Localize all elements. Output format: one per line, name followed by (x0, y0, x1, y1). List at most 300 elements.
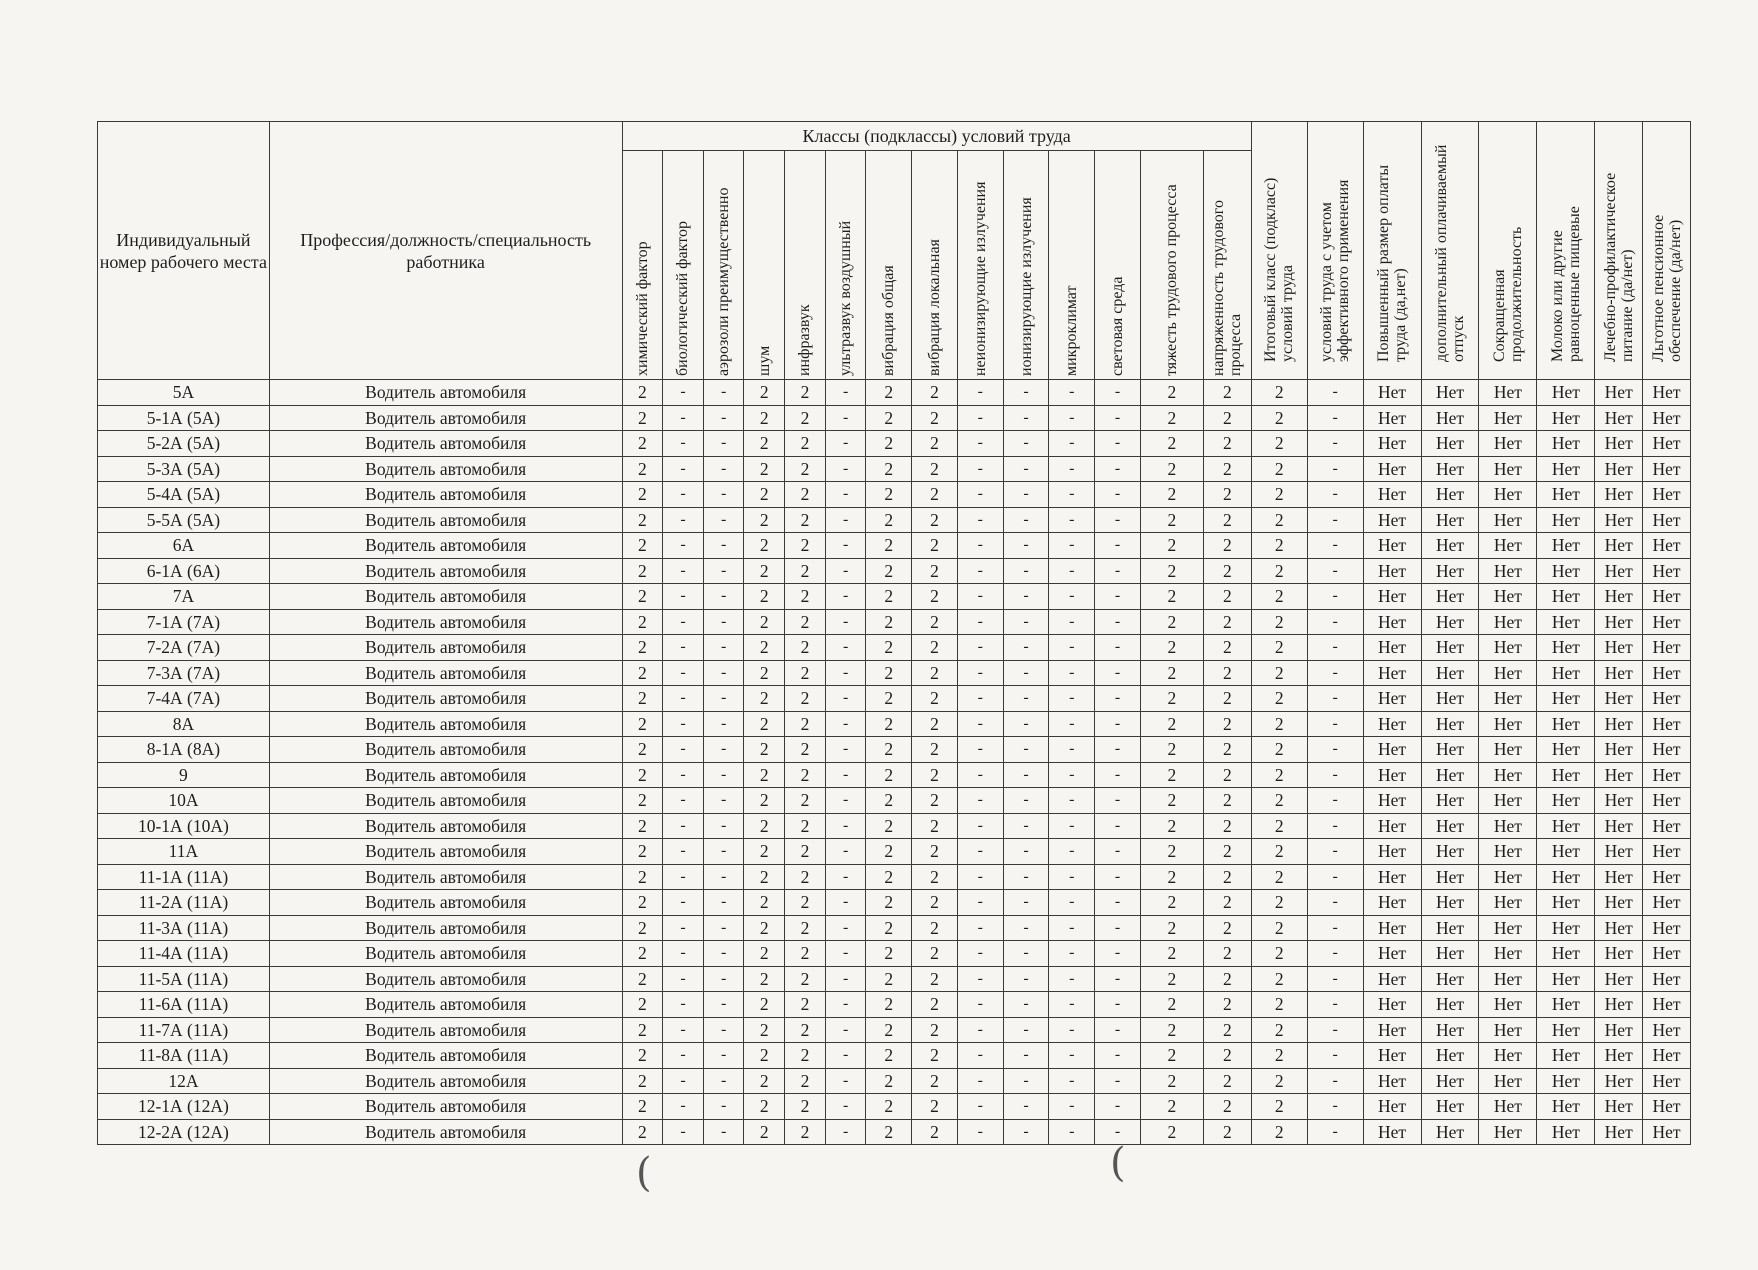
value-cell: - (825, 941, 866, 967)
value-cell: 2 (1203, 941, 1251, 967)
value-cell: Нет (1363, 584, 1421, 610)
signature-mark-right: ( (1110, 1140, 1126, 1186)
value-cell: Нет (1643, 737, 1691, 763)
value-cell: 2 (744, 584, 785, 610)
value-cell: 2 (785, 839, 826, 865)
value-cell: - (663, 839, 704, 865)
value-cell: - (1049, 711, 1095, 737)
value-cell: Нет (1595, 737, 1643, 763)
value-cell: - (1307, 966, 1363, 992)
value-cell: - (663, 431, 704, 457)
profession-cell: Водитель автомобиля (269, 737, 622, 763)
value-cell: Нет (1421, 635, 1479, 661)
value-cell: 2 (622, 890, 663, 916)
value-cell: Нет (1479, 1119, 1537, 1145)
value-cell: 2 (744, 711, 785, 737)
table-row (98, 941, 1691, 967)
value-cell: 2 (785, 992, 826, 1018)
workplace-number-cell: 7А (98, 584, 270, 610)
value-cell: 2 (622, 380, 663, 406)
value-cell: - (703, 711, 744, 737)
col-header-summary-7: Льготное пенсионное обеспечение (да/нет) (1643, 122, 1691, 380)
value-cell: - (1049, 737, 1095, 763)
value-cell: - (703, 839, 744, 865)
value-cell: - (1307, 813, 1363, 839)
value-cell: - (1049, 839, 1095, 865)
value-cell: 2 (622, 1017, 663, 1043)
value-cell: - (1003, 864, 1049, 890)
value-cell: - (1307, 711, 1363, 737)
value-cell: - (1307, 890, 1363, 916)
profession-cell: Водитель автомобиля (269, 839, 622, 865)
value-cell: 2 (744, 507, 785, 533)
value-cell: - (1049, 635, 1095, 661)
value-cell: 2 (866, 737, 912, 763)
value-cell: 2 (866, 966, 912, 992)
value-cell: 2 (866, 507, 912, 533)
value-cell: 2 (1251, 813, 1307, 839)
table-row (98, 507, 1691, 533)
value-cell: - (957, 456, 1003, 482)
value-cell: - (663, 966, 704, 992)
value-cell: 2 (1251, 686, 1307, 712)
value-cell: Нет (1643, 711, 1691, 737)
value-cell: 2 (785, 1017, 826, 1043)
value-cell: 2 (1251, 405, 1307, 431)
value-cell: 2 (912, 584, 958, 610)
value-cell: - (957, 533, 1003, 559)
workplace-number-cell: 11-6А (11А) (98, 992, 270, 1018)
value-cell: 2 (912, 813, 958, 839)
value-cell: Нет (1363, 456, 1421, 482)
value-cell: - (825, 609, 866, 635)
value-cell: - (1003, 992, 1049, 1018)
value-cell: 2 (1251, 941, 1307, 967)
value-cell: - (1049, 380, 1095, 406)
value-cell: - (663, 941, 704, 967)
value-cell: 2 (622, 839, 663, 865)
value-cell: 2 (912, 839, 958, 865)
value-cell: - (1049, 660, 1095, 686)
value-cell: 2 (1251, 660, 1307, 686)
value-cell: 2 (622, 992, 663, 1018)
value-cell: Нет (1421, 915, 1479, 941)
value-cell: 2 (1140, 635, 1203, 661)
table-row (98, 1017, 1691, 1043)
value-cell: 2 (912, 507, 958, 533)
value-cell: 2 (1251, 456, 1307, 482)
table-row (98, 1119, 1691, 1145)
value-cell: Нет (1595, 1119, 1643, 1145)
value-cell: 2 (866, 686, 912, 712)
workplace-number-cell: 7-4А (7А) (98, 686, 270, 712)
value-cell: - (957, 686, 1003, 712)
value-cell: Нет (1595, 1068, 1643, 1094)
value-cell: - (957, 992, 1003, 1018)
value-cell: 2 (1140, 839, 1203, 865)
value-cell: Нет (1643, 584, 1691, 610)
col-header-summary-0: Итоговый класс (подкласс) условий труда (1251, 122, 1307, 380)
profession-cell: Водитель автомобиля (269, 788, 622, 814)
value-cell: 2 (866, 1043, 912, 1069)
value-cell: - (825, 1119, 866, 1145)
value-cell: Нет (1479, 890, 1537, 916)
value-cell: Нет (1595, 762, 1643, 788)
value-cell: Нет (1479, 839, 1537, 865)
value-cell: 2 (1140, 1119, 1203, 1145)
workplace-number-cell: 6-1А (6А) (98, 558, 270, 584)
value-cell: 2 (912, 711, 958, 737)
value-cell: - (825, 762, 866, 788)
workplace-number-cell: 5-3А (5А) (98, 456, 270, 482)
value-cell: - (703, 686, 744, 712)
value-cell: Нет (1421, 1119, 1479, 1145)
value-cell: 2 (1140, 966, 1203, 992)
value-cell: 2 (785, 711, 826, 737)
col-header-summary-5: Молоко или другие равноценные пищевые (1537, 122, 1595, 380)
value-cell: Нет (1595, 864, 1643, 890)
value-cell: 2 (866, 1068, 912, 1094)
value-cell: - (1049, 533, 1095, 559)
value-cell: Нет (1643, 915, 1691, 941)
value-cell: 2 (1203, 839, 1251, 865)
value-cell: 2 (622, 405, 663, 431)
value-cell: - (825, 813, 866, 839)
value-cell: - (1095, 482, 1141, 508)
profession-cell: Водитель автомобиля (269, 941, 622, 967)
value-cell: 2 (744, 431, 785, 457)
value-cell: 2 (744, 864, 785, 890)
value-cell: - (825, 890, 866, 916)
value-cell: - (703, 1068, 744, 1094)
profession-cell: Водитель автомобиля (269, 1068, 622, 1094)
value-cell: - (703, 660, 744, 686)
value-cell: 2 (744, 992, 785, 1018)
value-cell: - (663, 737, 704, 763)
value-cell: Нет (1643, 941, 1691, 967)
value-cell: Нет (1421, 482, 1479, 508)
value-cell: 2 (1203, 864, 1251, 890)
col-header-factor-13: напряженность трудового процесса (1203, 151, 1251, 380)
profession-cell: Водитель автомобиля (269, 584, 622, 610)
value-cell: Нет (1479, 660, 1537, 686)
value-cell: Нет (1479, 1043, 1537, 1069)
value-cell: - (663, 1043, 704, 1069)
value-cell: - (1003, 507, 1049, 533)
value-cell: - (1307, 507, 1363, 533)
value-cell: Нет (1643, 813, 1691, 839)
value-cell: 2 (744, 813, 785, 839)
value-cell: 2 (1203, 966, 1251, 992)
value-cell: Нет (1595, 635, 1643, 661)
col-header-summary-4: Сокращенная продолжительность (1479, 122, 1537, 380)
value-cell: Нет (1643, 762, 1691, 788)
value-cell: 2 (1140, 1043, 1203, 1069)
value-cell: Нет (1537, 507, 1595, 533)
value-cell: - (1095, 405, 1141, 431)
value-cell: - (703, 584, 744, 610)
value-cell: - (663, 813, 704, 839)
value-cell: 2 (1251, 762, 1307, 788)
value-cell: Нет (1643, 380, 1691, 406)
value-cell: - (663, 1068, 704, 1094)
value-cell: - (1095, 686, 1141, 712)
value-cell: - (1003, 584, 1049, 610)
value-cell: - (663, 1119, 704, 1145)
value-cell: - (957, 890, 1003, 916)
value-cell: 2 (912, 788, 958, 814)
value-cell: - (1049, 431, 1095, 457)
value-cell: 2 (622, 431, 663, 457)
value-cell: - (957, 1043, 1003, 1069)
value-cell: Нет (1363, 1043, 1421, 1069)
workplace-number-cell: 11-5А (11А) (98, 966, 270, 992)
value-cell: 2 (866, 456, 912, 482)
col-header-factor-6: вибрация общая (866, 151, 912, 380)
value-cell: 2 (1140, 405, 1203, 431)
value-cell: 2 (866, 558, 912, 584)
value-cell: Нет (1643, 558, 1691, 584)
value-cell: 2 (744, 660, 785, 686)
col-header-factor-3: шум (744, 151, 785, 380)
col-header-factor-11: световая среда (1095, 151, 1141, 380)
profession-cell: Водитель автомобиля (269, 533, 622, 559)
value-cell: - (957, 380, 1003, 406)
value-cell: Нет (1643, 1094, 1691, 1120)
value-cell: Нет (1479, 405, 1537, 431)
value-cell: - (1095, 1094, 1141, 1120)
value-cell: - (957, 584, 1003, 610)
value-cell: - (703, 737, 744, 763)
profession-cell: Водитель автомобиля (269, 864, 622, 890)
value-cell: - (1003, 813, 1049, 839)
value-cell: Нет (1363, 839, 1421, 865)
profession-cell: Водитель автомобиля (269, 915, 622, 941)
value-cell: Нет (1595, 941, 1643, 967)
value-cell: - (703, 1094, 744, 1120)
value-cell: Нет (1479, 533, 1537, 559)
value-cell: - (825, 711, 866, 737)
table-row (98, 635, 1691, 661)
value-cell: 2 (866, 431, 912, 457)
value-cell: Нет (1363, 405, 1421, 431)
profession-cell: Водитель автомобиля (269, 609, 622, 635)
table-row (98, 584, 1691, 610)
value-cell: Нет (1479, 1094, 1537, 1120)
value-cell: Нет (1537, 966, 1595, 992)
value-cell: 2 (785, 686, 826, 712)
value-cell: 2 (1140, 711, 1203, 737)
col-header-summary-1: условий труда с учетом эффективного применения (1307, 122, 1363, 380)
value-cell: Нет (1537, 660, 1595, 686)
value-cell: 2 (744, 762, 785, 788)
value-cell: Нет (1363, 813, 1421, 839)
value-cell: Нет (1421, 1043, 1479, 1069)
value-cell: - (703, 966, 744, 992)
value-cell: 2 (1203, 380, 1251, 406)
value-cell: - (1003, 431, 1049, 457)
value-cell: Нет (1479, 584, 1537, 610)
value-cell: - (1307, 482, 1363, 508)
value-cell: 2 (912, 1094, 958, 1120)
value-cell: 2 (912, 915, 958, 941)
value-cell: 2 (622, 1119, 663, 1145)
value-cell: 2 (744, 1094, 785, 1120)
table-row (98, 915, 1691, 941)
value-cell: 2 (1251, 890, 1307, 916)
value-cell: - (1095, 1068, 1141, 1094)
value-cell: - (1049, 1119, 1095, 1145)
value-cell: 2 (1251, 1043, 1307, 1069)
profession-cell: Водитель автомобиля (269, 558, 622, 584)
value-cell: 2 (1140, 941, 1203, 967)
value-cell: - (1003, 482, 1049, 508)
value-cell: - (957, 558, 1003, 584)
value-cell: 2 (1140, 507, 1203, 533)
value-cell: - (703, 788, 744, 814)
value-cell: - (957, 431, 1003, 457)
value-cell: 2 (912, 737, 958, 763)
value-cell: - (1003, 941, 1049, 967)
value-cell: Нет (1537, 482, 1595, 508)
value-cell: Нет (1421, 966, 1479, 992)
value-cell: Нет (1363, 635, 1421, 661)
value-cell: 2 (1251, 1017, 1307, 1043)
value-cell: - (663, 635, 704, 661)
value-cell: 2 (866, 711, 912, 737)
value-cell: - (1049, 915, 1095, 941)
value-cell: Нет (1363, 966, 1421, 992)
value-cell: Нет (1421, 813, 1479, 839)
value-cell: 2 (1251, 482, 1307, 508)
value-cell: 2 (744, 915, 785, 941)
value-cell: Нет (1421, 762, 1479, 788)
value-cell: - (1307, 584, 1363, 610)
value-cell: - (1095, 839, 1141, 865)
value-cell: - (1307, 864, 1363, 890)
value-cell: - (1003, 737, 1049, 763)
value-cell: Нет (1595, 992, 1643, 1018)
value-cell: - (1049, 890, 1095, 916)
value-cell: 2 (1203, 992, 1251, 1018)
value-cell: - (703, 635, 744, 661)
profession-cell: Водитель автомобиля (269, 660, 622, 686)
value-cell: - (1095, 711, 1141, 737)
table-row (98, 737, 1691, 763)
profession-cell: Водитель автомобиля (269, 966, 622, 992)
value-cell: Нет (1421, 890, 1479, 916)
value-cell: Нет (1479, 711, 1537, 737)
value-cell: - (703, 1119, 744, 1145)
value-cell: Нет (1643, 788, 1691, 814)
value-cell: - (663, 482, 704, 508)
value-cell: - (1095, 788, 1141, 814)
value-cell: Нет (1537, 456, 1595, 482)
value-cell: 2 (1140, 1017, 1203, 1043)
value-cell: Нет (1363, 941, 1421, 967)
profession-cell: Водитель автомобиля (269, 380, 622, 406)
value-cell: - (1003, 609, 1049, 635)
col-header-summary-6: Лечебно-профилактическое питание (да/нет) (1595, 122, 1643, 380)
workplace-number-cell: 5-4А (5А) (98, 482, 270, 508)
value-cell: 2 (622, 1068, 663, 1094)
value-cell: - (825, 405, 866, 431)
workplace-number-cell: 11-1А (11А) (98, 864, 270, 890)
value-cell: Нет (1479, 380, 1537, 406)
value-cell: Нет (1363, 737, 1421, 763)
value-cell: 2 (1140, 1094, 1203, 1120)
col-header-classes-group: Классы (подклассы) условий труда (622, 122, 1251, 151)
value-cell: - (957, 711, 1003, 737)
value-cell: Нет (1595, 813, 1643, 839)
value-cell: 2 (1203, 1119, 1251, 1145)
value-cell: - (825, 864, 866, 890)
value-cell: - (1307, 686, 1363, 712)
value-cell: - (957, 482, 1003, 508)
value-cell: - (1049, 1094, 1095, 1120)
workplace-number-cell: 10-1А (10А) (98, 813, 270, 839)
value-cell: 2 (1203, 686, 1251, 712)
value-cell: - (1003, 635, 1049, 661)
signature-mark-left: ( (636, 1150, 652, 1196)
value-cell: Нет (1537, 864, 1595, 890)
profession-cell: Водитель автомобиля (269, 431, 622, 457)
value-cell: Нет (1479, 686, 1537, 712)
value-cell: - (825, 456, 866, 482)
value-cell: Нет (1421, 1068, 1479, 1094)
value-cell: Нет (1421, 533, 1479, 559)
value-cell: - (1307, 660, 1363, 686)
value-cell: Нет (1421, 839, 1479, 865)
col-header-factor-5: ультразвук воздушный (825, 151, 866, 380)
value-cell: 2 (866, 584, 912, 610)
value-cell: - (1003, 558, 1049, 584)
value-cell: - (957, 839, 1003, 865)
workplace-number-cell: 11-2А (11А) (98, 890, 270, 916)
table-row (98, 839, 1691, 865)
value-cell: Нет (1537, 609, 1595, 635)
value-cell: Нет (1363, 711, 1421, 737)
value-cell: 2 (1251, 711, 1307, 737)
value-cell: 2 (1203, 609, 1251, 635)
value-cell: Нет (1595, 405, 1643, 431)
workplace-number-cell: 12-2А (12А) (98, 1119, 270, 1145)
value-cell: - (663, 890, 704, 916)
value-cell: - (1049, 1068, 1095, 1094)
value-cell: 2 (622, 1043, 663, 1069)
value-cell: 2 (622, 737, 663, 763)
workplace-number-cell: 12А (98, 1068, 270, 1094)
value-cell: Нет (1643, 660, 1691, 686)
value-cell: 2 (1203, 737, 1251, 763)
value-cell: 2 (785, 813, 826, 839)
value-cell: - (957, 788, 1003, 814)
value-cell: 2 (1203, 558, 1251, 584)
value-cell: Нет (1363, 533, 1421, 559)
table-row (98, 1043, 1691, 1069)
col-header-factor-8: неионизирующие излучения (957, 151, 1003, 380)
value-cell: 2 (744, 533, 785, 559)
value-cell: 2 (744, 839, 785, 865)
value-cell: - (957, 660, 1003, 686)
value-cell: - (1049, 1017, 1095, 1043)
value-cell: - (1095, 635, 1141, 661)
value-cell: - (1095, 431, 1141, 457)
value-cell: - (1049, 762, 1095, 788)
value-cell: 2 (744, 890, 785, 916)
table-row (98, 431, 1691, 457)
value-cell: - (957, 507, 1003, 533)
